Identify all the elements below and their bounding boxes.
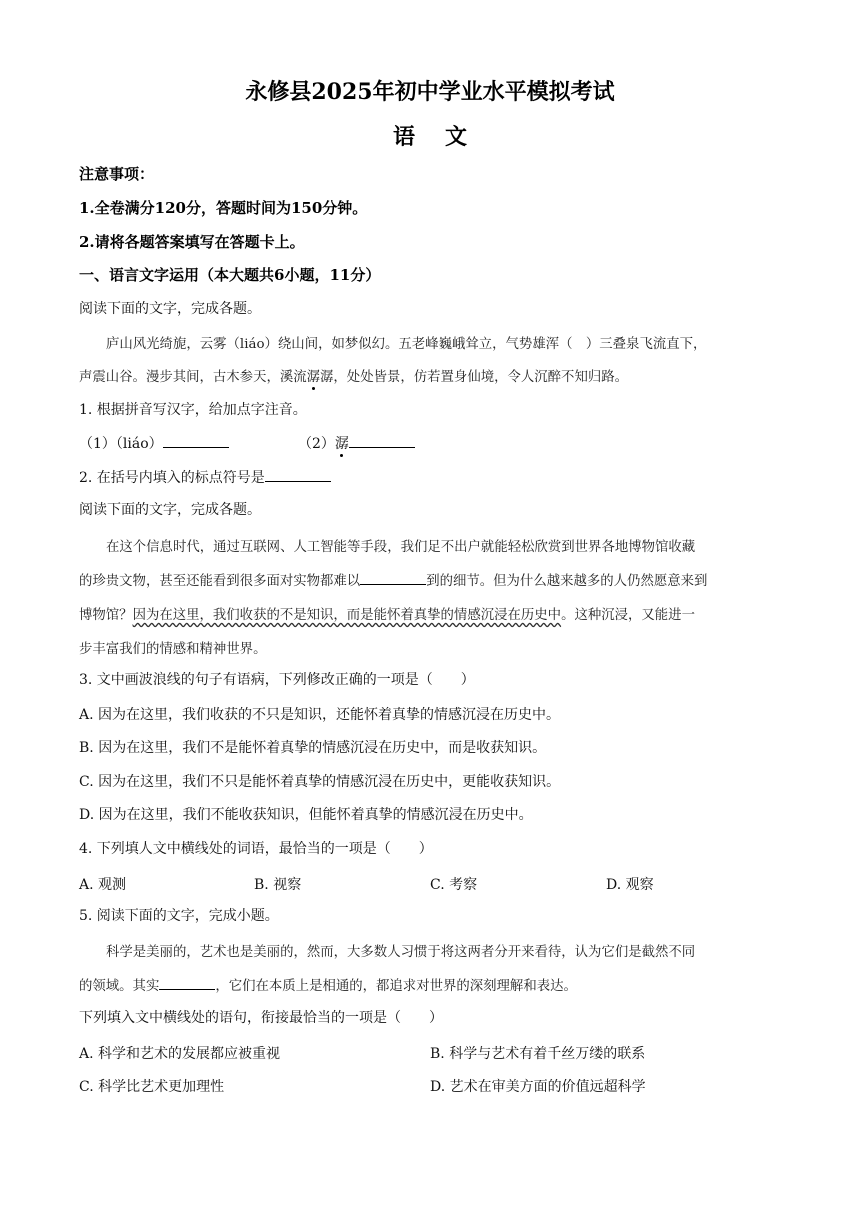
passage-b-line3-end: 。这种沉浸，又能进一 <box>561 608 695 623</box>
q5-question: 下列填入文中横线处的语句，衔接最恰当的一项是（ ） <box>79 1010 443 1026</box>
q1-part-2 <box>298 434 415 453</box>
q5-passage-text: 的领域。其实 <box>79 979 160 994</box>
wavy-underlined-sentence: 因为在这里，我们收获的不是知识，而是能怀着真挚的情感沉浸在历史中 <box>132 608 562 623</box>
q3-option-b[interactable]: B. 因为在这里，我们不是能怀着真挚的情感沉浸在历史中，而是收获知识。 <box>79 740 547 756</box>
q5-passage-blank <box>159 976 215 990</box>
passage-b-text: 的珍贵文物，甚至还能看到很多面对实物都难以 <box>79 574 361 589</box>
q1-answer-blank-2[interactable] <box>349 434 415 448</box>
passage-a-line-2 <box>79 366 628 385</box>
q5-passage-line-2 <box>79 975 577 994</box>
q2-stem: 2. 在括号内填入的标点符号是 <box>79 470 265 486</box>
passage-b-line3-start: 博物馆？ <box>79 608 133 623</box>
q4-option-d[interactable]: D. 观察 <box>606 877 654 893</box>
q1-part-1-label: （1）（liáo） <box>79 436 163 452</box>
q3-option-c[interactable]: C. 因为在这里，我们不只是能怀着真挚的情感沉浸在历史中，更能收获知识。 <box>79 774 561 790</box>
dotted-char: 潺 <box>306 370 321 385</box>
q5-option-d[interactable]: D. 艺术在审美方面的价值远超科学 <box>430 1079 646 1095</box>
q2 <box>79 468 331 487</box>
subject-title: 语文 <box>392 124 497 150</box>
passage-b-line-1: 在这个信息时代，通过互联网、人工智能等手段，我们足不出户就能轻松欣赏到世界各地博物馆收藏 <box>106 540 696 555</box>
q1-stem: 1. 根据拼音写汉字，给加点字注音。 <box>79 402 307 418</box>
passage-a-text-rest: 潺，处处皆景，仿若置身仙境，令人沉醉不知归路。 <box>320 370 629 385</box>
intro-b: 阅读下面的文字，完成各题。 <box>79 502 261 518</box>
q4-stem: 4. 下列填人文中横线处的词语，最恰当的一项是（ ） <box>79 841 433 857</box>
q5-passage-line-1: 科学是美丽的，艺术也是美丽的，然而，大多数人习惯于将这两者分开来看待，认为它们是截然不同 <box>106 945 696 960</box>
q1-part-1 <box>79 434 229 453</box>
intro-a: 阅读下面的文字，完成各题。 <box>79 301 261 317</box>
q1-answer-blank-1[interactable] <box>163 434 229 448</box>
section-heading: 一、语言文字运用（本大题共6小题，11分） <box>79 266 381 284</box>
q5-option-a[interactable]: A. 科学和艺术的发展都应被重视 <box>79 1046 281 1062</box>
notice-heading: 注意事项： <box>79 165 155 183</box>
notice-item-1: 1.全卷满分120分，答题时间为150分钟。 <box>79 199 368 217</box>
q2-answer-blank[interactable] <box>265 468 331 482</box>
exam-title: 永修县2025年初中学业水平模拟考试 <box>245 79 615 105</box>
passage-b-text-rest: 到的细节。但为什么越来越多的人仍然愿意来到 <box>426 574 708 589</box>
q3-stem: 3. 文中画波浪线的句子有语病，下列修改正确的一项是（ ） <box>79 672 475 688</box>
passage-b-line-4: 步丰富我们的情感和精神世界。 <box>79 642 267 657</box>
passage-b-blank <box>360 571 426 585</box>
q5-option-c[interactable]: C. 科学比艺术更加理性 <box>79 1079 225 1095</box>
q5-option-b[interactable]: B. 科学与艺术有着千丝万缕的联系 <box>430 1046 646 1062</box>
q1-part-2-label: （2） <box>298 436 335 452</box>
passage-a-line-1: 庐山风光绮旎，云雾（liáo）绕山间，如梦似幻。五老峰巍峨耸立，气势雄浑（ ）三叠泉飞流直下， <box>106 337 707 352</box>
passage-b-line-2 <box>79 570 707 589</box>
q4-option-b[interactable]: B. 视察 <box>254 877 302 893</box>
q3-option-d[interactable]: D. 因为在这里，我们不能收获知识，但能怀着真挚的情感沉浸在历史中。 <box>79 807 533 823</box>
passage-a-text: 声震山谷。漫步其间，古木参天，溪流 <box>79 370 307 385</box>
q1-dotted-char: 潺 <box>334 436 349 452</box>
notice-item-2: 2.请将各题答案填写在答题卡上。 <box>79 233 305 251</box>
q3-option-a[interactable]: A. 因为在这里，我们收获的不只是知识，还能怀着真挚的情感沉浸在历史中。 <box>79 707 561 723</box>
q4-option-a[interactable]: A. 观测 <box>79 877 127 893</box>
passage-b-line-3 <box>79 604 695 623</box>
q5-stem: 5. 阅读下面的文字，完成小题。 <box>79 908 279 924</box>
q5-passage-text-rest: ，它们在本质上是相通的，都追求对世界的深刻理解和表达。 <box>215 979 577 994</box>
q4-option-c[interactable]: C. 考察 <box>430 877 478 893</box>
